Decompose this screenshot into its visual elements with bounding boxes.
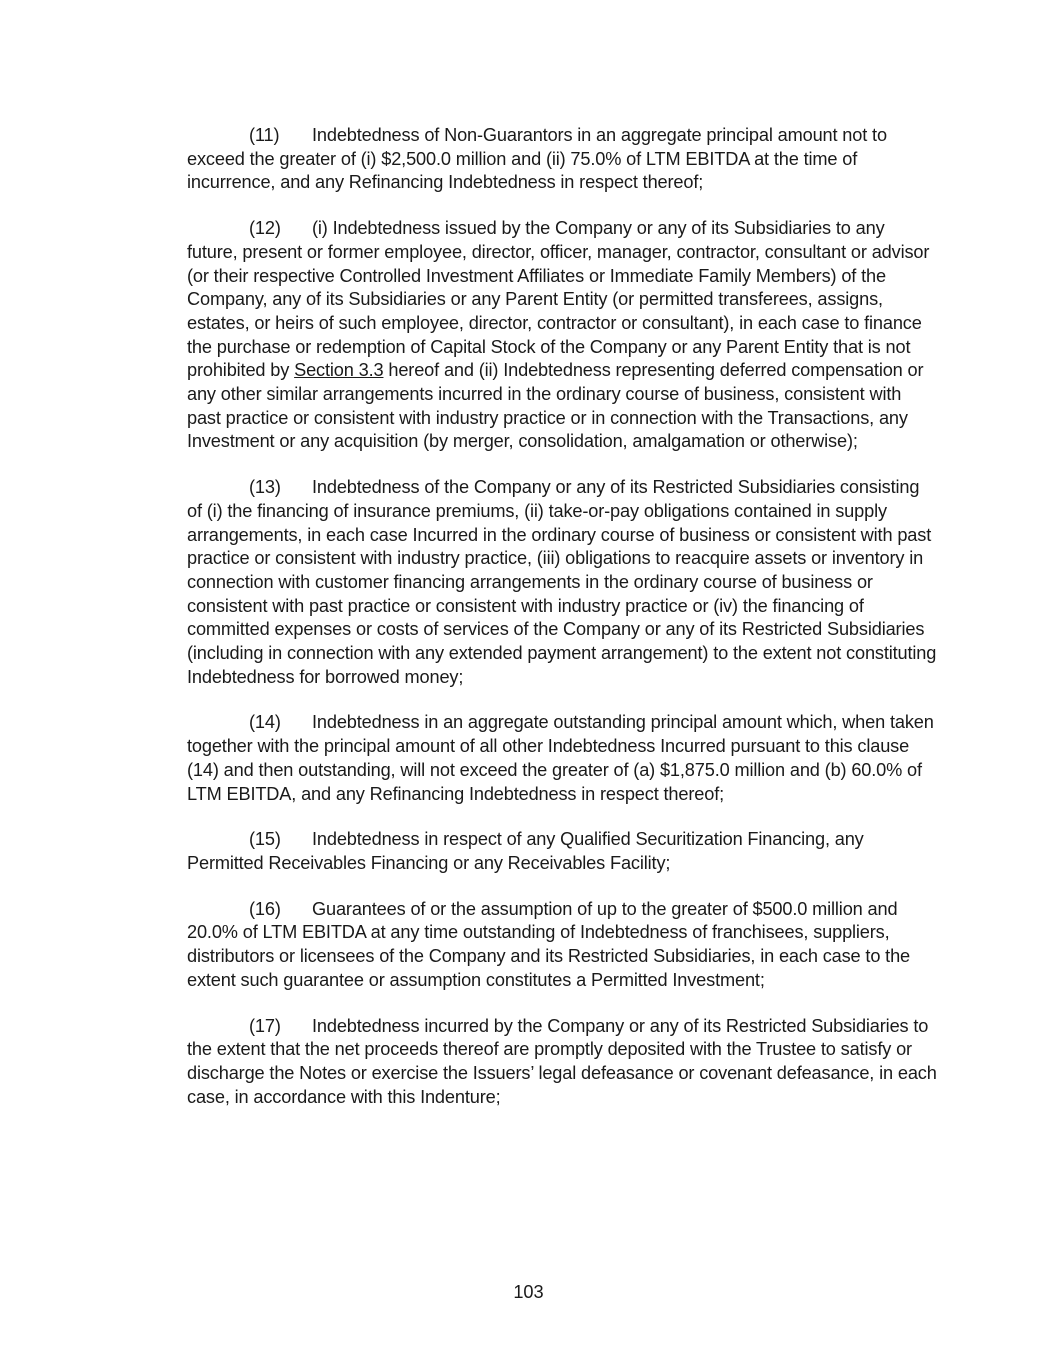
clause-17	[187, 1015, 937, 1110]
clause-16	[187, 898, 937, 993]
clause-number: (14)	[249, 712, 281, 733]
clause-number: (11)	[249, 125, 280, 145]
page-number: 103	[513, 1282, 544, 1302]
clause-text: Indebtedness of the Company or any of its Restricted Subsidiaries consisting of (i) the financing of insurance premiums, (ii) take-or-pay obligations contained in supply arrangements, in each case Incurred in the ordinary course of business or consistent with past practice or consistent with industry practice, (iii) obligations to reacquire assets or inventory in connection with customer financing arrangements in the ordinary course of business or consistent with past practice or consistent with industry practice or (iv) the financing of committed expenses or costs of services of the Company or any of its Restricted Subsidiaries (including in connection with any extended payment arrangement) to the extent not constituting Indebtedness for borrowed money;	[187, 477, 937, 687]
clause-text: Indebtedness of Non-Guarantors in an aggregate principal amount not to exceed the greater of (i) $2,500.0 million and (ii) 75.0% of LTM EBITDA at the time of incurrence, and any Refinancing Indebtedness in respect thereof;	[187, 125, 887, 193]
clause-15	[187, 828, 937, 875]
clause-number: (16)	[249, 898, 281, 919]
clause-text: Indebtedness in respect of any Qualified Securitization Financing, any Permitted Receivables Financing or any Receivables Facility;	[187, 829, 864, 873]
clause-text: Indebtedness in an aggregate outstanding principal amount which, when taken together with the principal amount of all other Indebtedness Incurred pursuant to this clause (14) and then outstanding, will not exceed the greater of (a) $1,875.0 million and (b) 60.0% of LTM EBITDA, and any Refinancing Indebtedness in respect thereof;	[187, 712, 934, 804]
clause-number: (15)	[249, 829, 281, 850]
clause-14	[187, 711, 937, 806]
clause-12	[187, 217, 937, 454]
clause-text: Indebtedness incurred by the Company or any of its Restricted Subsidiaries to the extent that the net proceeds thereof are promptly deposited with the Trustee to satisfy or discharge the Notes or exercise the Issuers’ legal defeasance or covenant defeasance, in each case, in accordance with this Indenture;	[187, 1015, 937, 1107]
clause-13	[187, 476, 937, 689]
clause-text: (i) Indebtedness issued by the Company or any of its Subsidiaries to any future, present or former employee, director, officer, manager, contractor, consultant or advisor (or their respective Controlled Investment Affiliates or Immediate Family Members) of the Company, any of its Subsidiaries or any Parent Entity (or permitted transferees, assigns, estates, or heirs of such employee, director, contractor or consultant), in each case to finance the purchase or redemption of Capital Stock of the Company or any Parent Entity that is not prohibited by	[187, 218, 930, 381]
clause-number: (17)	[249, 1015, 281, 1036]
clause-number: (12)	[249, 218, 281, 239]
document-body	[187, 124, 937, 1131]
clause-text: Guarantees of or the assumption of up to the greater of $500.0 million and 20.0% of LTM EBITDA at any time outstanding of Indebtedness of franchisees, suppliers, distributors or licensees of the Company and its Restricted Subsidiaries, in each case to the extent such guarantee or assumption constitutes a Permitted Investment;	[187, 898, 911, 990]
clause-number: (13)	[249, 477, 281, 498]
clause-11	[187, 124, 937, 195]
section-reference-link[interactable]: Section 3.3	[294, 360, 384, 381]
clause-text-continued: hereof and (ii) Indebtedness representing deferred compensation or any other similar arrangements incurred in the ordinary course of business, consistent with past practice or consistent with industry practice or in connection with the Transactions, any Investment or any acquisition (by merger, consolidation, amalgamation or otherwise);	[187, 360, 924, 452]
